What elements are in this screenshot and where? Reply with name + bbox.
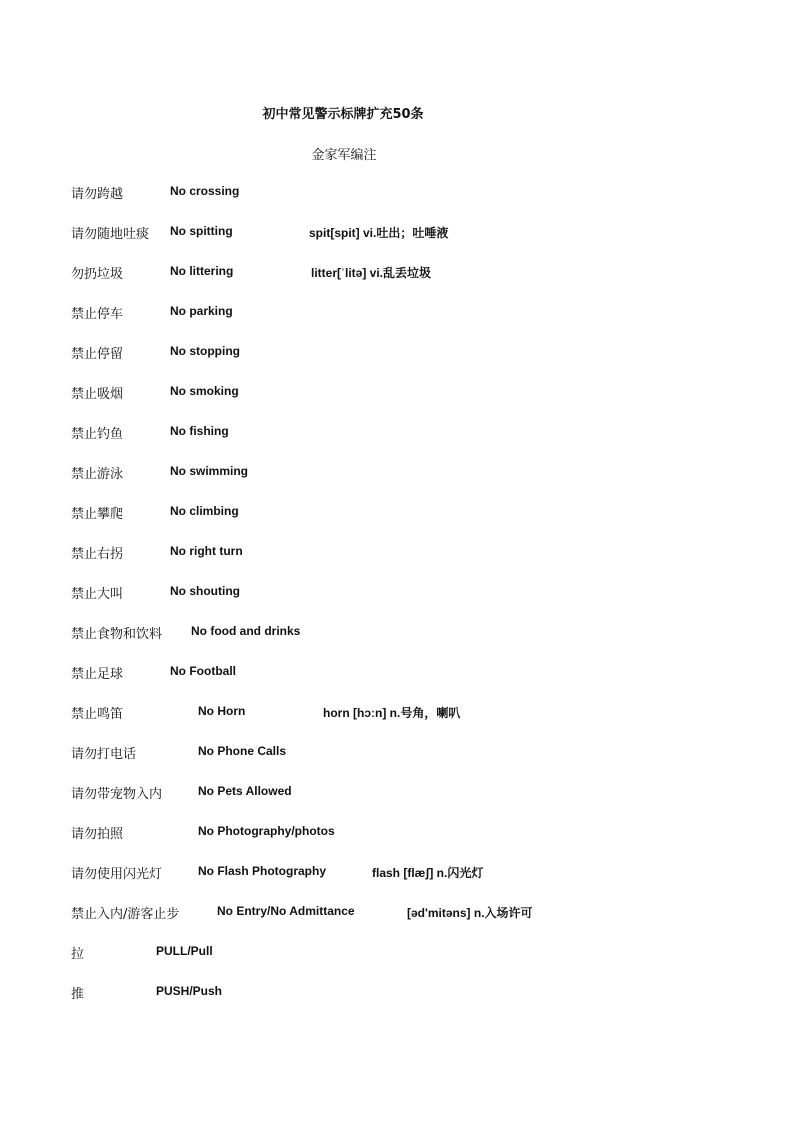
- sign-english: No Pets Allowed: [198, 784, 292, 798]
- sign-chinese: 禁止鸣笛: [71, 707, 124, 722]
- sign-english: No littering: [170, 264, 234, 278]
- sign-chinese: 禁止停留: [71, 347, 124, 362]
- sign-chinese: 禁止大叫: [71, 587, 124, 602]
- sign-english: No food and drinks: [191, 624, 301, 638]
- sign-chinese: 禁止停车: [71, 307, 124, 322]
- vocab-note: flash [flæʃ] n.闪光灯: [372, 866, 484, 880]
- sign-chinese: 拉: [71, 947, 85, 962]
- vocab-note: litter[ˈlitə] vi.乱丢垃圾: [311, 266, 432, 280]
- sign-chinese: 禁止吸烟: [71, 387, 124, 402]
- sign-chinese: 勿扔垃圾: [71, 267, 124, 282]
- sign-chinese: 禁止钓鱼: [71, 427, 124, 442]
- sign-english: No spitting: [170, 224, 233, 238]
- sign-chinese: 推: [71, 987, 85, 1002]
- sign-english: PUSH/Push: [156, 984, 223, 998]
- sign-chinese: 禁止入内/游客止步: [71, 907, 180, 922]
- sign-chinese: 禁止足球: [71, 667, 124, 682]
- sign-english: No parking: [170, 304, 233, 318]
- sign-chinese: 请勿跨越: [71, 187, 124, 202]
- sign-english: No smoking: [170, 384, 239, 398]
- sign-chinese: 禁止游泳: [71, 467, 124, 482]
- sign-english: No Phone Calls: [198, 744, 287, 758]
- sign-chinese: 禁止食物和饮料: [71, 627, 163, 642]
- sign-english: No right turn: [170, 544, 243, 558]
- sign-chinese: 请勿随地吐痰: [71, 227, 150, 242]
- vocab-note: horn [hɔːn] n.号角，喇叭: [323, 706, 461, 720]
- sign-chinese: 请勿带宠物入内: [71, 787, 163, 802]
- sign-chinese: 请勿打电话: [71, 747, 137, 762]
- sign-english: No crossing: [170, 184, 240, 198]
- sign-english: No Entry/No Admittance: [217, 904, 355, 918]
- sign-chinese: 请勿拍照: [71, 827, 124, 842]
- sign-english: No swimming: [170, 464, 249, 478]
- sign-english: No Horn: [198, 704, 246, 718]
- sign-english: No climbing: [170, 504, 239, 518]
- vocab-note: spit[spit] vi.吐出；吐唾液: [309, 226, 449, 240]
- sign-english: No fishing: [170, 424, 229, 438]
- vocab-note: [əd'mitəns] n.入场许可: [407, 906, 533, 920]
- sign-english: No Flash Photography: [198, 864, 327, 878]
- document-author: 金家军编注: [311, 148, 377, 163]
- document-title: 初中常见警示标牌扩充50条: [262, 107, 424, 122]
- sign-english: No shouting: [170, 584, 240, 598]
- sign-chinese: 禁止右拐: [71, 547, 124, 562]
- sign-chinese: 请勿使用闪光灯: [71, 867, 163, 882]
- sign-english: No Photography/photos: [198, 824, 335, 838]
- sign-english: No Football: [170, 664, 236, 678]
- sign-chinese: 禁止攀爬: [71, 507, 124, 522]
- sign-english: No stopping: [170, 344, 240, 358]
- sign-english: PULL/Pull: [156, 944, 213, 958]
